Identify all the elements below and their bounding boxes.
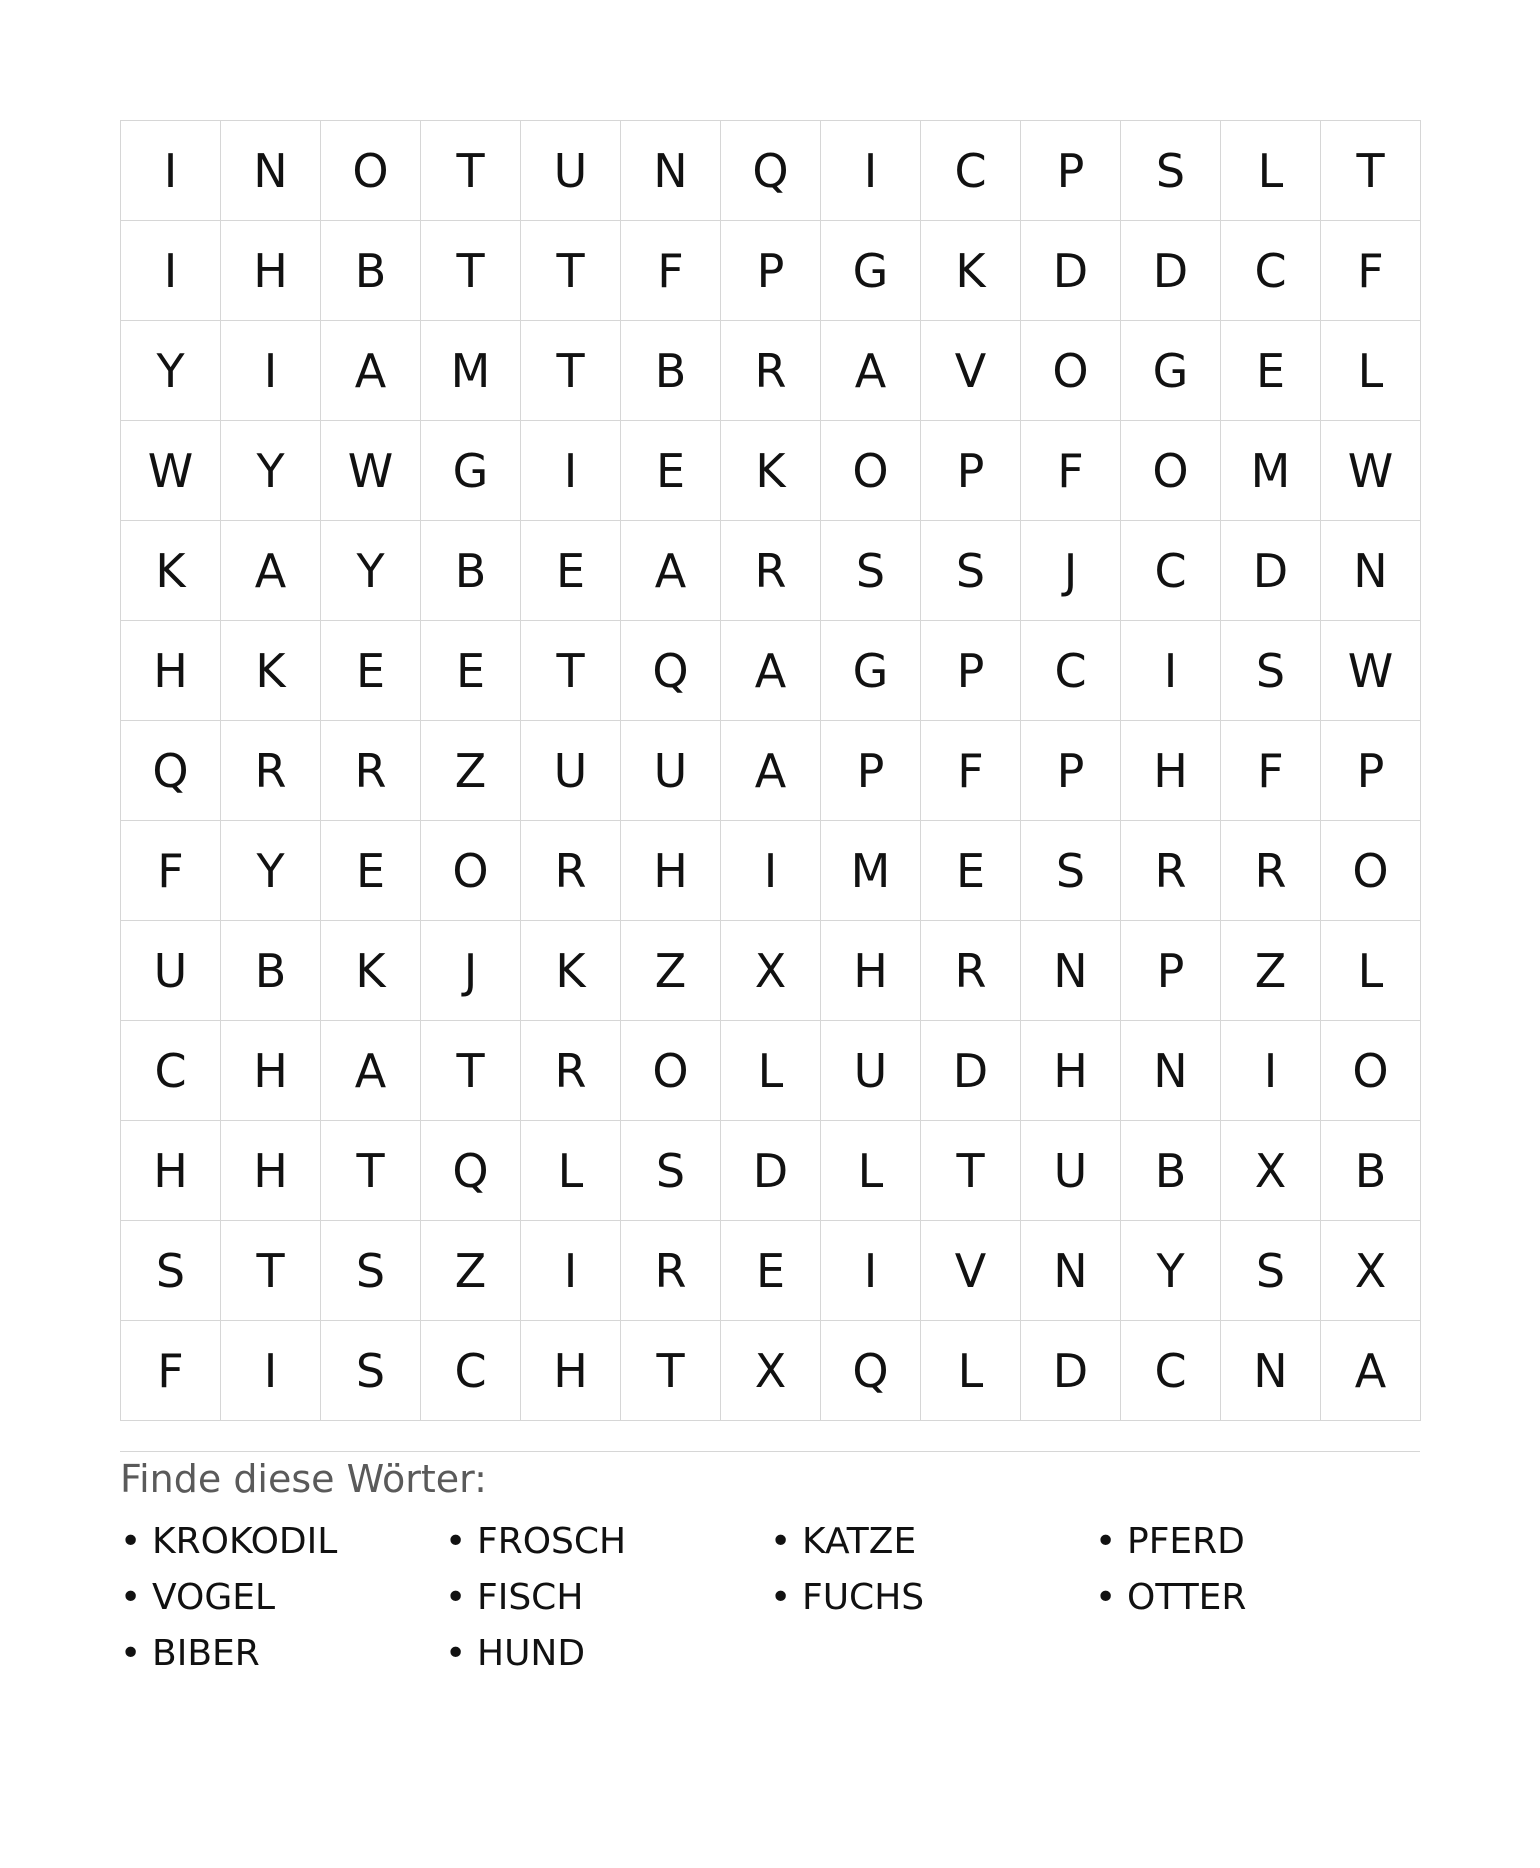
grid-cell[interactable]: I [1121,621,1221,721]
bullet-icon: • [1095,1577,1117,1618]
grid-cell[interactable]: B [1121,1121,1221,1221]
grid-cell[interactable]: T [1321,121,1421,221]
grid-cell[interactable]: N [621,121,721,221]
grid-cell[interactable]: E [321,821,421,921]
grid-cell[interactable]: V [921,1221,1021,1321]
grid-cell[interactable]: Y [1121,1221,1221,1321]
grid-cell[interactable]: P [1121,921,1221,1021]
grid-cell[interactable]: V [921,321,1021,421]
grid-cell[interactable]: D [1121,221,1221,321]
grid-cell[interactable]: B [421,521,521,621]
grid-cell[interactable]: I [721,821,821,921]
grid-cell[interactable]: H [1121,721,1221,821]
grid-cell[interactable]: Q [821,1321,921,1421]
grid-cell[interactable]: I [221,1321,321,1421]
word-label: OTTER [1127,1577,1247,1618]
grid-cell[interactable]: D [1021,1321,1121,1421]
bullet-icon: • [120,1633,142,1674]
grid-cell[interactable]: F [1221,721,1321,821]
grid-cell[interactable]: K [521,921,621,1021]
grid-cell[interactable]: E [421,621,521,721]
grid-cell[interactable]: R [1221,821,1321,921]
word-list-item [120,1626,445,1682]
grid-cell[interactable]: X [1321,1221,1421,1321]
grid-cell[interactable]: A [621,521,721,621]
grid-cell[interactable]: F [621,221,721,321]
grid-cell[interactable]: H [221,1021,321,1121]
word-list-item [770,1514,1095,1570]
grid-cell[interactable]: T [321,1121,421,1221]
grid-cell[interactable]: Z [1221,921,1321,1021]
grid-cell[interactable]: T [521,221,621,321]
word-list-item [770,1570,1095,1626]
bullet-icon: • [120,1577,142,1618]
bullet-icon: • [445,1633,467,1674]
grid-cell[interactable]: E [921,821,1021,921]
grid-cell[interactable]: S [321,1221,421,1321]
grid-cell[interactable]: P [1321,721,1421,821]
bullet-icon: • [770,1577,792,1618]
grid-cell[interactable]: C [1021,621,1121,721]
divider [120,1451,1420,1452]
grid-cell[interactable]: M [1221,421,1321,521]
grid-cell[interactable]: D [1021,221,1121,321]
grid-cell[interactable]: R [1121,821,1221,921]
grid-cell[interactable]: R [521,1021,621,1121]
grid-cell[interactable]: K [721,421,821,521]
grid-cell[interactable]: N [1221,1321,1321,1421]
word-search-puzzle [120,120,1420,1682]
bullet-icon: • [770,1521,792,1562]
grid-cell[interactable]: N [1021,1221,1121,1321]
word-list-item [120,1570,445,1626]
grid-cell[interactable]: I [521,1221,621,1321]
grid-cell[interactable]: D [721,1121,821,1221]
grid-cell[interactable]: O [621,1021,721,1121]
grid-cell[interactable]: C [1221,221,1321,321]
grid-cell[interactable]: H [121,1121,221,1221]
grid-cell[interactable]: P [1021,721,1121,821]
grid-cell[interactable]: A [221,521,321,621]
grid-cell[interactable]: Q [721,121,821,221]
grid-cell[interactable]: Y [321,521,421,621]
word-label: BIBER [152,1633,260,1674]
grid-cell[interactable]: A [321,1021,421,1121]
grid-cell[interactable]: P [821,721,921,821]
grid-cell[interactable]: S [121,1221,221,1321]
word-label: KROKODIL [152,1521,338,1562]
grid-cell[interactable]: Q [121,721,221,821]
grid-cell[interactable]: G [821,221,921,321]
grid-cell[interactable]: T [521,321,621,421]
grid-cell[interactable]: I [121,121,221,221]
grid-cell[interactable]: H [621,821,721,921]
grid-cell[interactable]: I [821,121,921,221]
grid-cell[interactable]: X [721,921,821,1021]
grid-cell[interactable]: U [121,921,221,1021]
grid-cell[interactable]: Z [621,921,721,1021]
grid-cell[interactable]: T [421,121,521,221]
grid-cell[interactable]: K [121,521,221,621]
word-label: HUND [477,1633,586,1674]
grid-cell[interactable]: S [1221,1221,1321,1321]
grid-cell[interactable]: R [321,721,421,821]
word-label: FUCHS [802,1577,925,1618]
grid-cell[interactable]: A [321,321,421,421]
grid-cell[interactable]: X [721,1321,821,1421]
grid-cell[interactable]: T [221,1221,321,1321]
bullet-icon: • [445,1577,467,1618]
grid-cell[interactable]: E [1221,321,1321,421]
grid-cell[interactable]: F [121,1321,221,1421]
grid-cell[interactable]: L [921,1321,1021,1421]
grid-cell[interactable]: I [221,321,321,421]
grid-cell[interactable]: E [321,621,421,721]
grid-cell[interactable]: Q [621,621,721,721]
grid-cell[interactable]: T [621,1321,721,1421]
grid-cell[interactable]: O [321,121,421,221]
word-list-item [445,1514,770,1570]
word-list-item [1095,1514,1420,1570]
grid-cell[interactable]: R [521,821,621,921]
grid-cell[interactable]: H [221,1121,321,1221]
grid-cell[interactable]: Z [421,721,521,821]
grid-cell[interactable]: O [1321,821,1421,921]
grid-cell[interactable]: B [1321,1121,1421,1221]
grid-cell[interactable]: X [1221,1121,1321,1221]
grid-cell[interactable]: L [1321,921,1421,1021]
word-label: VOGEL [152,1577,276,1618]
grid-cell[interactable]: F [1021,421,1121,521]
grid-cell[interactable]: U [821,1021,921,1121]
grid-cell[interactable]: K [321,921,421,1021]
grid-cell[interactable]: Y [121,321,221,421]
grid-cell[interactable]: L [721,1021,821,1121]
bullet-icon: • [445,1521,467,1562]
grid-cell[interactable]: M [421,321,521,421]
grid-cell[interactable]: H [521,1321,621,1421]
bullet-icon: • [120,1521,142,1562]
grid-cell[interactable]: C [421,1321,521,1421]
grid-cell[interactable]: S [1221,621,1321,721]
grid-cell[interactable]: A [721,621,821,721]
grid-cell[interactable]: N [1021,921,1121,1021]
grid-cell[interactable]: H [1021,1021,1121,1121]
grid-cell[interactable]: Y [221,421,321,521]
grid-cell[interactable]: R [721,321,821,421]
grid-cell[interactable]: I [1221,1021,1321,1121]
grid-cell[interactable]: F [121,821,221,921]
grid-cell[interactable]: T [921,1121,1021,1221]
grid-cell[interactable]: S [321,1321,421,1421]
grid-cell[interactable]: R [721,521,821,621]
grid-cell[interactable]: I [521,421,621,521]
grid-cell[interactable]: H [221,221,321,321]
bullet-icon: • [1095,1521,1117,1562]
grid-cell[interactable]: G [1121,321,1221,421]
word-list-item [445,1570,770,1626]
word-list-item [445,1626,770,1682]
grid-cell[interactable]: L [1321,321,1421,421]
grid-cell[interactable]: C [921,121,1021,221]
grid-cell[interactable]: K [921,221,1021,321]
grid-cell[interactable]: L [821,1121,921,1221]
grid-cell[interactable]: A [1321,1321,1421,1421]
word-list-item [120,1514,445,1570]
grid-cell[interactable]: E [621,421,721,521]
grid-cell[interactable]: T [421,1021,521,1121]
grid-cell[interactable]: E [721,1221,821,1321]
grid-cell[interactable]: G [421,421,521,521]
grid-cell[interactable]: T [421,221,521,321]
grid-cell[interactable]: O [1121,421,1221,521]
grid-cell[interactable]: I [821,1221,921,1321]
grid-cell[interactable]: L [521,1121,621,1221]
grid-cell[interactable]: R [921,921,1021,1021]
letter-grid [120,120,1421,1421]
grid-cell[interactable]: U [1021,1121,1121,1221]
grid-cell[interactable]: H [121,621,221,721]
word-list-title: Finde diese Wörter: [120,1457,487,1501]
word-label: FISCH [477,1577,584,1618]
grid-cell[interactable]: S [921,521,1021,621]
grid-cell[interactable]: C [121,1021,221,1121]
grid-cell[interactable]: D [921,1021,1021,1121]
grid-cell[interactable]: T [521,621,621,721]
grid-cell[interactable]: O [1021,321,1121,421]
word-list-item [1095,1570,1420,1626]
grid-cell[interactable]: B [321,221,421,321]
grid-cell[interactable]: P [1021,121,1121,221]
grid-cell[interactable]: O [821,421,921,521]
grid-cell[interactable]: W [321,421,421,521]
grid-cell[interactable]: R [621,1221,721,1321]
word-label: FROSCH [477,1521,627,1562]
grid-cell[interactable]: Q [421,1121,521,1221]
grid-cell[interactable]: N [1121,1021,1221,1121]
grid-cell[interactable]: U [521,121,621,221]
word-label: KATZE [802,1521,917,1562]
grid-cell[interactable]: F [1321,221,1421,321]
grid-cell[interactable]: W [1321,621,1421,721]
grid-cell[interactable]: E [521,521,621,621]
grid-cell[interactable]: N [1321,521,1421,621]
grid-cell[interactable]: P [921,421,1021,521]
grid-cell[interactable]: S [621,1121,721,1221]
grid-cell[interactable]: S [1021,821,1121,921]
grid-cell[interactable]: O [1321,1021,1421,1121]
grid-cell[interactable]: I [121,221,221,321]
grid-cell[interactable]: L [1221,121,1321,221]
grid-cell[interactable]: O [421,821,521,921]
grid-cell[interactable]: P [921,621,1021,721]
grid-cell[interactable]: Z [421,1221,521,1321]
grid-cell[interactable]: C [1121,1321,1221,1421]
grid-cell[interactable]: A [821,321,921,421]
grid-cell[interactable]: S [821,521,921,621]
word-label: PFERD [1127,1521,1245,1562]
grid-cell[interactable]: U [521,721,621,821]
grid-cell[interactable]: Y [221,821,321,921]
grid-cell[interactable]: N [221,121,321,221]
grid-cell[interactable]: H [821,921,921,1021]
grid-cell[interactable]: C [1121,521,1221,621]
grid-cell[interactable]: B [221,921,321,1021]
word-list [120,1514,1420,1682]
grid-cell[interactable]: G [821,621,921,721]
grid-cell[interactable]: J [421,921,521,1021]
grid-cell[interactable]: W [121,421,221,521]
grid-cell[interactable]: W [1321,421,1421,521]
grid-cell[interactable]: U [621,721,721,821]
grid-cell[interactable]: S [1121,121,1221,221]
grid-cell[interactable]: P [721,221,821,321]
grid-cell[interactable]: R [221,721,321,821]
grid-cell[interactable]: B [621,321,721,421]
grid-cell[interactable]: D [1221,521,1321,621]
grid-cell[interactable]: K [221,621,321,721]
grid-cell[interactable]: J [1021,521,1121,621]
grid-cell[interactable]: M [821,821,921,921]
grid-cell[interactable]: A [721,721,821,821]
grid-cell[interactable]: F [921,721,1021,821]
